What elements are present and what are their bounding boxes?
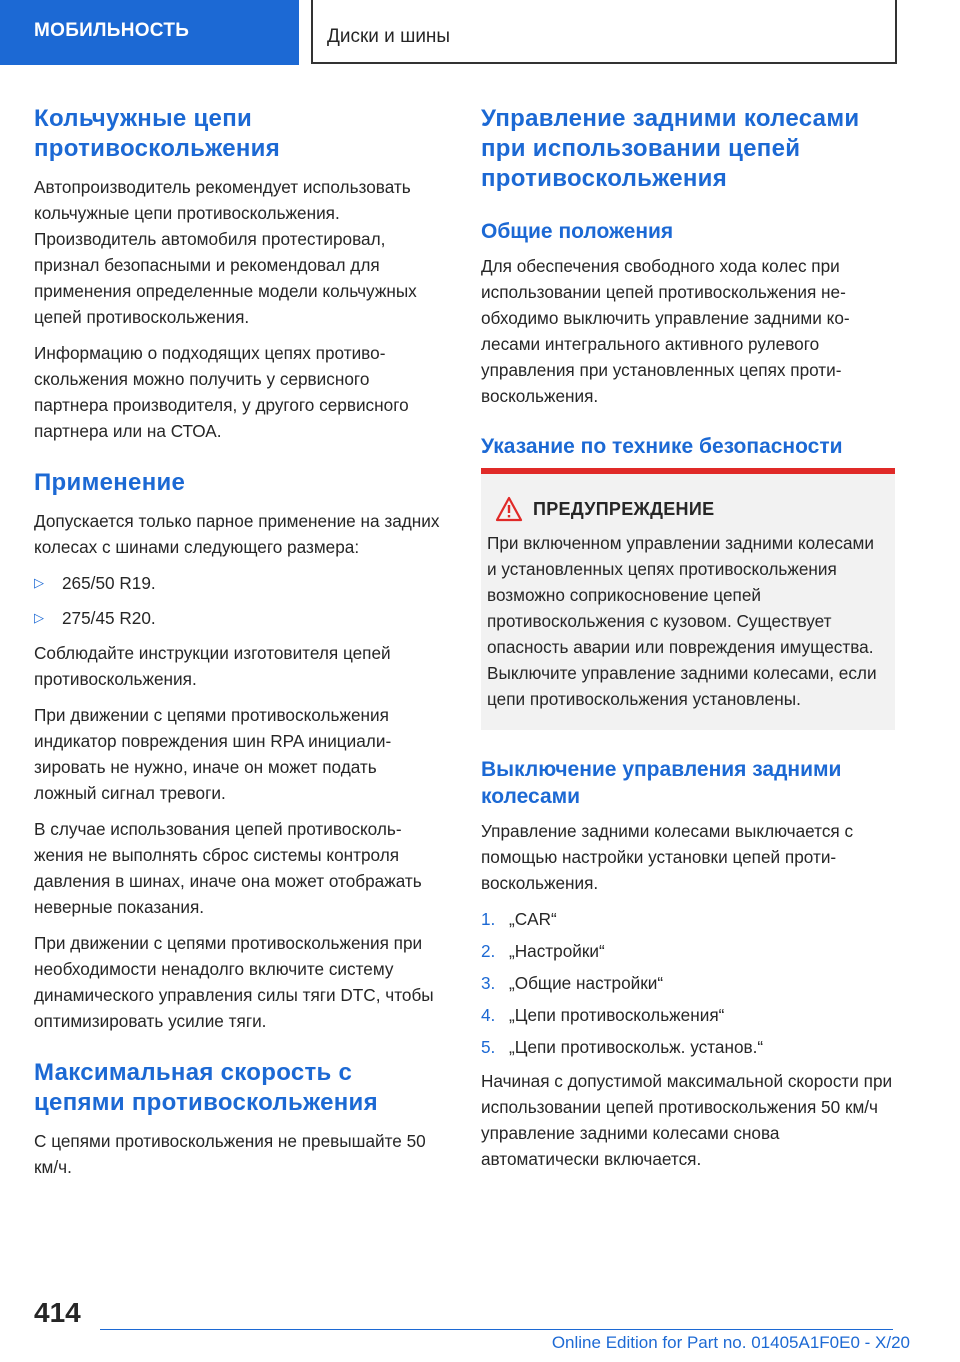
warning-header xyxy=(487,496,881,522)
footer-edition: Online Edition for Part no. 01405A1F0E0 - X/20 xyxy=(551,1333,910,1352)
paragraph: При движении с цепями противоскольжения при необходимости ненадолго включите систему динамического управления силы тяги DTC, чтобы оптимизировать усилие тяги. xyxy=(34,933,434,1031)
chapter-title: Диски и шины xyxy=(327,26,451,47)
paragraph: Соблюдайте инструкции изготовителя цепей противоскольжения. xyxy=(34,643,391,689)
paragraph: Управление задними колесами выключается с помощью настройки установки цепей противоскольжения. xyxy=(481,821,854,893)
steps-list xyxy=(481,906,895,1060)
warning-triangle-icon xyxy=(495,496,523,522)
paragraph: Автопроизводитель рекомендует использовать кольчужные цепи противоскольжения. Производитель автомобиля протестировал, признал безопасными и рекомендовал для применения определенные модели кольчужных цепей противоскольжения. xyxy=(34,177,417,327)
paragraph: Информацию о подходящих цепях противоскольжения можно получить у сервисного партнера производителя, у другого сервисного партнера или на СТОА. xyxy=(34,343,409,441)
triangle-bullet-icon: ▷ xyxy=(34,610,44,625)
warning-text: При включенном управлении задними колесами и установленных цепях противоскольжения возможно соприкосновение цепей противоскольжения с кузовом. Существует опасность аварии или повреждения имущества. Выключите управление задними колесами, если цепи противоскольжения установлены. xyxy=(487,533,877,709)
warning-box xyxy=(481,468,895,730)
list-item: 3. „Общие настройки“ xyxy=(481,973,664,993)
paragraph: Для обеспечения свободного хода колес при использовании цепей противоскольжения необходимо выключить управление задними колесами интегрального активного рулевого управления при установленных цепях противоскольжения. xyxy=(481,256,850,406)
right-column xyxy=(481,104,895,1182)
paragraph: Допускается только парное применение на задних колесах с шинами следующего размера: xyxy=(34,511,440,557)
heading-rear-steering: Управление задними колесами при использовании цепей противоскольжения xyxy=(481,105,860,192)
paragraph: Начиная с допустимой максимальной скорости при использовании цепей противоскольжения 50 км/ч управление задними колесами снова автоматически включается. xyxy=(481,1071,893,1169)
tire-size-list xyxy=(34,570,444,631)
page-number: 414 xyxy=(34,1297,81,1328)
paragraph: В случае использования цепей противоскольжения не выполнять сброс системы контроля давления в шинах, иначе она может отображать неверные показания. xyxy=(34,819,422,917)
triangle-bullet-icon: ▷ xyxy=(34,575,44,590)
left-column xyxy=(34,104,444,1190)
heading-use: Применение xyxy=(34,469,186,496)
footer-divider xyxy=(100,1329,893,1330)
subheading-disable: Выключение управления задними колесами xyxy=(481,758,842,808)
paragraph: При движении с цепями противоскольжения индикатор повреждения шин RPA инициализировать не нужно, иначе он может подать ложный сигнал тревоги. xyxy=(34,705,392,803)
chapter-header xyxy=(311,0,897,64)
paragraph: С цепями противоскольжения не превышайте 50 км/ч. xyxy=(34,1131,426,1177)
list-item: 4. „Цепи противоскольжения“ xyxy=(481,1005,725,1025)
heading-speed: Максимальная скорость с цепями противоскольжения xyxy=(34,1059,378,1116)
list-item: 2. „Настройки“ xyxy=(481,941,605,961)
list-item: ▷ 265/50 R19. xyxy=(34,570,444,596)
section-title: МОБИЛЬНОСТЬ xyxy=(34,20,190,41)
warning-title: ПРЕДУПРЕЖДЕНИЕ xyxy=(533,498,715,519)
heading-chains: Кольчужные цепи противоскольжения xyxy=(34,105,281,162)
list-item: 5. „Цепи противоскольж. установ.“ xyxy=(481,1037,764,1057)
list-item: ▷ 275/45 R20. xyxy=(34,605,444,631)
section-tab xyxy=(0,0,299,65)
subheading-safety: Указание по технике безопасности xyxy=(481,435,843,458)
list-item: 1. „CAR“ xyxy=(481,909,557,929)
subheading-general: Общие положения xyxy=(481,220,674,243)
